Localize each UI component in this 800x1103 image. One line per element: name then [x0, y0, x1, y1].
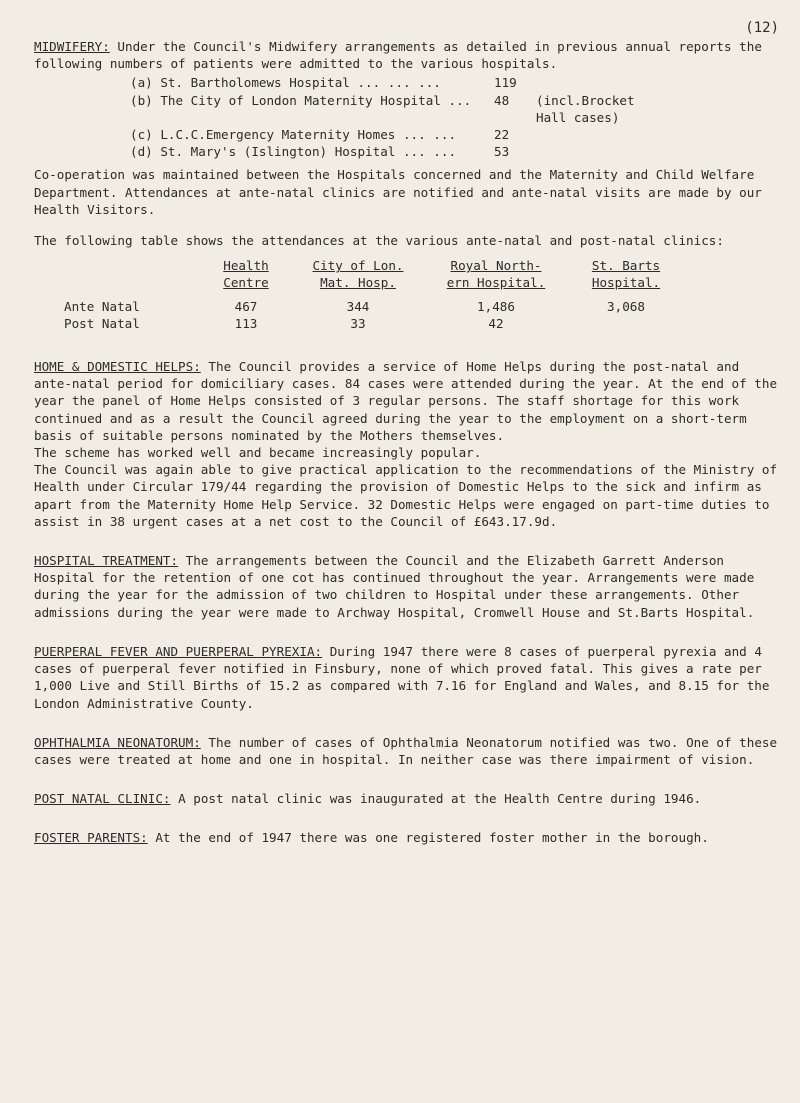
post-natal-text: A post natal clinic was inaugurated at the Health Centre during 1946. — [178, 791, 702, 807]
hospital-treatment-paragraph — [34, 552, 779, 621]
home-helps-heading: HOME & DOMESTIC HELPS: — [34, 359, 201, 375]
list-item — [130, 92, 779, 126]
list-item — [130, 126, 779, 143]
table-header-row — [34, 257, 686, 291]
row-label: Post Natal — [64, 315, 140, 331]
domestic-helps-paragraph: The Council was again able to give practical application to the recommendations of the Ministry of Health under Circular 179/44 regarding the provision of Domestic Helps to the sick and infirm as apart from the Maternity Home Help Service. 32 Domestic Helps were engaged on part-time duties to assist in 38 urgent cases at a net cost to the Council of £643.17.9d. — [34, 462, 778, 529]
attendance-table — [34, 257, 686, 332]
post-natal-paragraph — [34, 790, 779, 807]
page-number: (12) — [745, 20, 779, 36]
ophthalmia-heading: OPHTHALMIA NEONATORUM: — [34, 734, 201, 750]
table-cell: 344 — [346, 298, 370, 314]
midwifery-intro — [34, 20, 779, 72]
foster-paragraph — [34, 829, 779, 846]
hospital-note — [536, 126, 666, 143]
hospital-count: 53 — [494, 144, 510, 160]
table-intro: The following table shows the attendances at the various ante-natal and post-natal clinics: — [34, 233, 724, 249]
ophthalmia-text: The number of cases of Ophthalmia Neonatorum notified was two. One of these cases were treated at home and one in hospital. In neither case was there impairment of vision. — [34, 734, 778, 767]
row-label: Ante Natal — [64, 298, 140, 314]
home-helps-text: The Council provides a service of Home Helps during the post-natal and ante-natal period for domiciliary cases. 84 cases were attended during the year. At the end of the year the panel of Home Helps consisted of 3 regular persons. The staff shortage for this work continued and as a result the Council agreed during the year to the employment on a short-term basis of suitable persons nominated by the Mothers themselves. — [34, 359, 778, 443]
ophthalmia-paragraph — [34, 734, 779, 768]
table-cell: 3,068 — [607, 298, 645, 314]
hospital-note — [536, 143, 666, 160]
hospital-note — [536, 74, 666, 91]
midwifery-heading: MIDWIFERY: — [34, 39, 110, 54]
foster-heading: FOSTER PARENTS: — [34, 830, 148, 846]
table-cell: 1,486 — [477, 298, 515, 314]
hospital-label: (b) The City of London Maternity Hospital ... — [130, 92, 472, 108]
column-header: St. Barts Hospital. — [591, 258, 661, 291]
column-header: Health Centre — [223, 258, 269, 291]
hospital-count: 119 — [494, 75, 517, 91]
hospital-label: (c) L.C.C.Emergency Maternity Homes ... ... — [130, 127, 457, 143]
document-page — [34, 20, 779, 847]
hospital-note: (incl.Brocket Hall cases) — [536, 92, 635, 125]
table-row — [34, 315, 686, 332]
puerperal-text: During 1947 there were 8 cases of puerperal pyrexia and 4 cases of puerperal fever notified in Finsbury, none of which proved fatal. This gives a rate per 1,000 Live and Still Births of 15.2 as compared with 7.16 for England and Wales, and 8.15 for the London Administrative County. — [34, 643, 770, 711]
hospital-count: 48 — [494, 92, 510, 108]
cooperation-paragraph: Co-operation was maintained between the Hospitals concerned and the Maternity and Child Welfare Department. Attendances at ante-natal clinics are notified and ante-natal visits are made by our Health Visitors. — [34, 167, 762, 217]
hospital-admissions-list — [130, 74, 779, 160]
table-cell — [566, 315, 686, 332]
puerperal-paragraph — [34, 643, 779, 712]
list-item — [130, 74, 779, 91]
table-cell: 42 — [488, 315, 504, 331]
home-helps-scheme: The scheme has worked well and became increasingly popular. — [34, 445, 482, 461]
hospital-treatment-heading: HOSPITAL TREATMENT: — [34, 553, 179, 569]
puerperal-heading: PUERPERAL FEVER AND PUERPERAL PYREXIA: — [34, 643, 323, 659]
list-item — [130, 143, 779, 160]
hospital-label: (d) St. Mary's (Islington) Hospital ... ... — [130, 144, 457, 160]
home-helps-paragraph — [34, 358, 779, 444]
column-header: Royal North- ern Hospital. — [446, 258, 546, 291]
table-row — [34, 292, 686, 315]
column-header: City of Lon. Mat. Hosp. — [312, 258, 404, 291]
hospital-label: (a) St. Bartholomews Hospital ... ... ... — [130, 75, 441, 91]
hospital-count: 22 — [494, 127, 510, 143]
table-cell: 33 — [350, 315, 366, 331]
hospital-treatment-text: The arrangements between the Council and the Elizabeth Garrett Anderson Hospital for the retention of one cot has continued throughout the year. Arrangements were made during the year for the admission of two children to Hospital under these arrangements. Other admissions during the year were made to Archway Hospital, Cromwell House and St.Barts Hospital. — [34, 553, 755, 620]
foster-text: At the end of 1947 there was one registered foster mother in the borough. — [155, 830, 709, 846]
post-natal-heading: POST NATAL CLINIC: — [34, 791, 171, 807]
table-cell: 113 — [234, 315, 258, 331]
midwifery-intro-text: Under the Council's Midwifery arrangements as detailed in previous annual reports the following numbers of patients were admitted to the various hospitals. — [34, 39, 762, 72]
table-cell: 467 — [234, 298, 258, 314]
